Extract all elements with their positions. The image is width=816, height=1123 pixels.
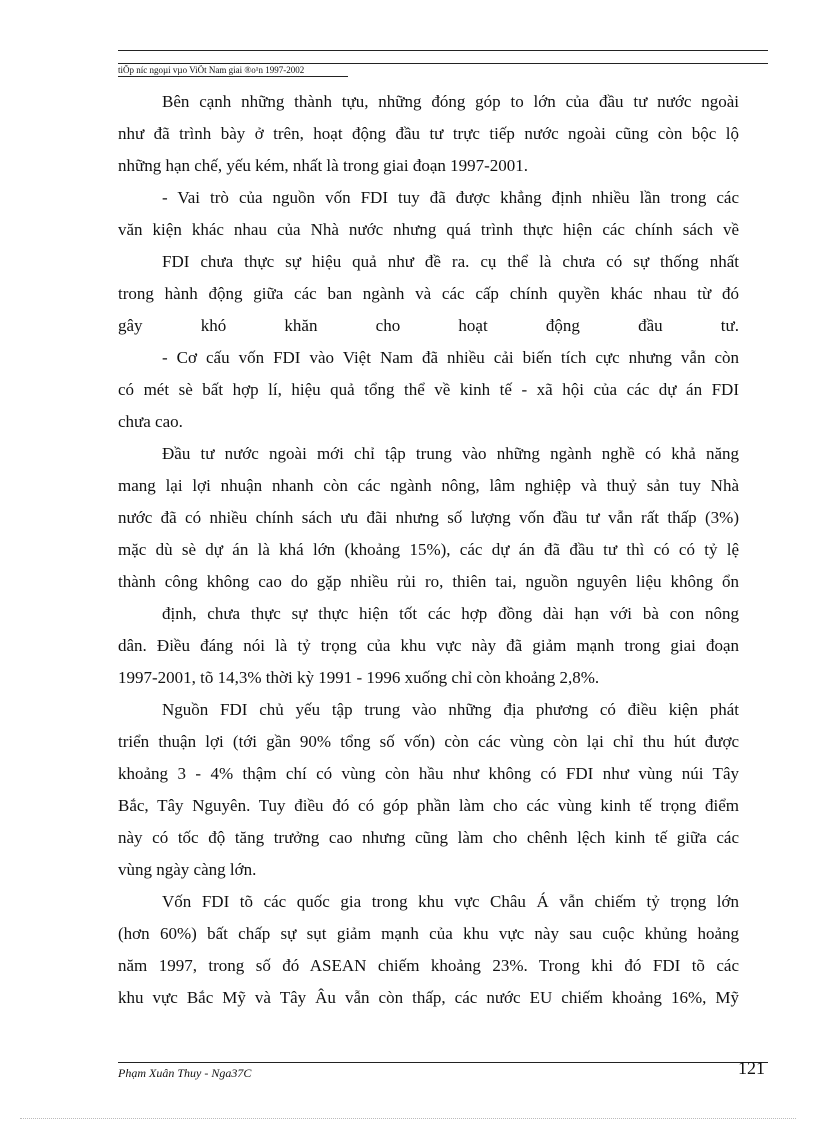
text-line: vùng ngày càng lớn. (118, 860, 257, 879)
text-line: văn kiện khác nhau của Nhà nước nhưng quá trình thực hiện các chính sách về (118, 220, 739, 239)
text-line: trong hành động giữa các ban ngành và các cấp chính quyền khác nhau từ đó (118, 284, 739, 303)
footer-author: Phạm Xuân Thuy - Nga37C (118, 1066, 252, 1080)
text-line: có mét sè bất hợp lí, hiệu quả tổng thể về kinh tế - xã hội của các dự án FDI (118, 380, 739, 399)
header-line3: tiÕp níc ngoµi vµo ViÖt Nam giai ®o¹n 1997-2002 (118, 65, 305, 75)
header-rule-2 (118, 63, 768, 64)
text-line: năm 1997, trong số đó ASEAN chiếm khoảng 23%. Trong khi đó FDI tõ các (118, 956, 739, 975)
text-line: thành công không cao do gặp nhiều rủi ro, thiên tai, nguồn nguyên liệu không ổn (118, 572, 739, 591)
text-line: định, chưa thực sự thực hiện tốt các hợp đồng dài hạn với bà con nông (162, 604, 739, 623)
text-line: Vốn FDI tõ các quốc gia trong khu vực Châu Á vẫn chiếm tỷ trọng lớn (162, 892, 739, 911)
body-text (118, 86, 739, 1014)
text-line: Bên cạnh những thành tựu, những đóng góp to lớn của đầu tư nước ngoài (162, 92, 739, 111)
text-line: những hạn chế, yếu kém, nhất là trong giai đoạn 1997-2001. (118, 156, 529, 175)
text-line: - Cơ cấu vốn FDI vào Việt Nam đã nhiều cải biến tích cực nhưng vẫn còn (162, 348, 739, 367)
text-line: mặc dù sè dự án là khá lớn (khoảng 15%), các dự án đã đầu tư thì có có tỷ lệ (118, 540, 739, 559)
text-line: khoảng 3 - 4% thậm chí có vùng còn hầu như không có FDI như vùng núi Tây (118, 764, 739, 783)
text-line: nước đã có nhiều chính sách ưu đãi nhưng số lượng vốn đầu tư vẫn rất thấp (3%) (118, 508, 739, 527)
text-line: mang lại lợi nhuận nhanh còn các ngành nông, lâm nghiệp và thuỷ sản tuy Nhà (118, 476, 739, 495)
page-number: 121 (738, 1058, 765, 1078)
text-line: khu vực Bắc Mỹ và Tây Âu vẫn còn thấp, các nước EU chiếm khoảng 16%, Mỹ (118, 988, 739, 1007)
text-line: Bắc, Tây Nguyên. Tuy điều đó có góp phần làm cho các vùng kinh tế trọng điểm (118, 796, 739, 815)
text-line: chưa cao. (118, 412, 183, 431)
text-line: dân. Điều đáng nói là tỷ trọng của khu vực này đã giảm mạnh trong giai đoạn (118, 636, 739, 655)
text-line: (hơn 60%) bất chấp sự sụt giảm mạnh của khu vực này sau cuộc khủng hoảng (118, 924, 739, 943)
header-rule-3 (118, 76, 348, 77)
text-line: triển thuận lợi (tới gần 90% tổng số vốn) còn các vùng còn lại chỉ thu hút được (118, 732, 739, 751)
header-rule (118, 50, 768, 51)
text-line: như đã trình bày ở trên, hoạt động đầu tư trực tiếp nước ngoài cũng còn bộc lộ (118, 124, 739, 143)
text-line: Nguồn FDI chủ yếu tập trung vào những địa phương có điều kiện phát (162, 700, 739, 719)
text-line: Đầu tư nước ngoài mới chỉ tập trung vào những ngành nghề có khả năng (162, 444, 739, 463)
text-line: - Vai trò của nguồn vốn FDI tuy đã được khẳng định nhiều lần trong các (162, 188, 739, 207)
page-bottom-border (20, 1118, 796, 1119)
footer-rule (118, 1062, 768, 1063)
text-line: 1997-2001, tõ 14,3% thời kỳ 1991 - 1996 xuống chỉ còn khoảng 2,8%. (118, 668, 600, 687)
text-line: FDI chưa thực sự hiệu quả như đề ra. cụ thể là chưa có sự thống nhất (162, 252, 739, 271)
text-line: gây khó khăn cho hoạt động đầu tư. (118, 316, 739, 335)
text-line: này có tốc độ tăng trưởng cao nhưng cũng làm cho chênh lệch kinh tế giữa các (118, 828, 739, 847)
